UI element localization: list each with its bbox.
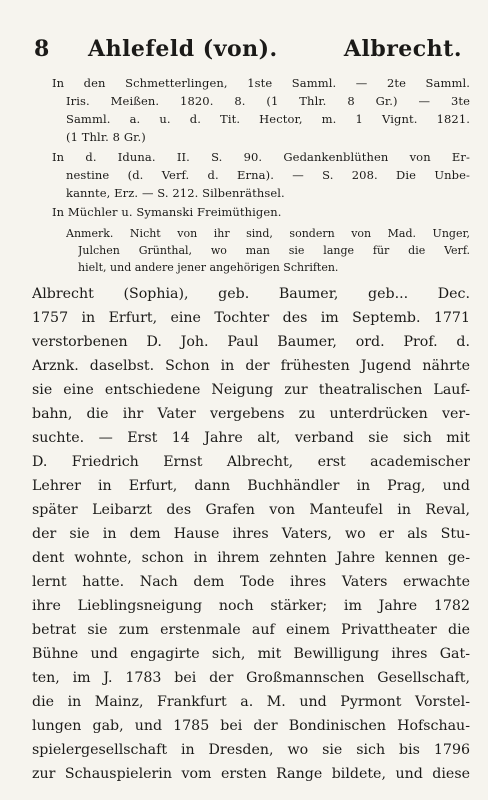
entry-line: betrat sie zum erstenmale auf einem Privattheater die <box>32 622 470 638</box>
works-line: (1 Thlr. 8 Gr.) <box>66 130 146 144</box>
running-head-title: Ahlefeld (von). <box>88 36 278 62</box>
entry-line: verstorbenen D. Joh. Paul Baumer, ord. Prof. d. <box>32 334 470 350</box>
entry-line: Bühne und engagirte sich, mit Bewilligung ihres Gat- <box>32 646 470 662</box>
entry-line: zur Schauspielerin vom ersten Range bildete, und diese <box>32 766 470 782</box>
entry-line: spielergesellschaft in Dresden, wo sie sich bis 1796 <box>32 742 470 758</box>
works-line: In den Schmetterlingen, 1ste Samml. — 2te Samml. <box>52 76 470 90</box>
works-line: In Müchler u. Symanski Freimüthigen. <box>52 205 282 219</box>
entry-line: ten, im J. 1783 bei der Großmannschen Gesellschaft, <box>32 670 470 686</box>
entry-line: dent wohnte, schon in ihrem zehnten Jahre kennen ge- <box>32 550 470 566</box>
works-line: Iris. Meißen. 1820. 8. (1 Thlr. 8 Gr.) — 3te <box>66 94 470 108</box>
running-head-entry-name: Albrecht. <box>343 36 462 62</box>
entry-line: suchte. — Erst 14 Jahre alt, verband sie sich mit <box>32 430 470 446</box>
works-line: kannte, Erz. — S. 212. Silbenräthsel. <box>66 186 285 200</box>
running-head <box>30 36 470 70</box>
entry-line: später Leibarzt des Grafen von Manteufel in Reval, <box>32 502 470 518</box>
entry-line: der sie in dem Hause ihres Vaters, wo er als Stu- <box>32 526 470 542</box>
entry-line: 1757 in Erfurt, eine Tochter des im Septemb. 1771 <box>32 310 470 326</box>
entry-line: bahn, die ihr Vater vergebens zu unterdrücken ver- <box>32 406 470 422</box>
works-line: Samml. a. u. d. Tit. Hector, m. 1 Vignt. 1821. <box>66 112 470 126</box>
entry-line: sie eine entschiedene Neigung zur theatralischen Lauf- <box>32 382 470 398</box>
entry-line: lungen gab, und 1785 bei der Bondinischen Hofschau- <box>32 718 470 734</box>
entry-line: D. Friedrich Ernst Albrecht, erst academischer <box>32 454 470 470</box>
works-line: In d. Iduna. II. S. 90. Gedankenblüthen von Er- <box>52 150 470 164</box>
note-line: Anmerk. Nicht von ihr sind, sondern von Mad. Unger, <box>66 227 470 240</box>
entry-line: lernt hatte. Nach dem Tode ihres Vaters erwachte <box>32 574 470 590</box>
entry-line: die in Mainz, Frankfurt a. M. und Pyrmont Vorstel- <box>32 694 470 710</box>
note-line: Julchen Grünthal, wo man sie lange für die Verf. <box>78 244 470 257</box>
entry-line: ihre Lieblingsneigung noch stärker; im Jahre 1782 <box>32 598 470 614</box>
note-line: hielt, und andere jener angehörigen Schriften. <box>78 261 339 274</box>
page-number: 8 <box>34 36 50 62</box>
entry-line: Lehrer in Erfurt, dann Buchhändler in Prag, und <box>32 478 470 494</box>
entry-line: Albrecht (Sophia), geb. Baumer, geb... Dec. <box>32 286 470 302</box>
works-line: nestine (d. Verf. d. Erna). — S. 208. Die Unbe- <box>66 168 470 182</box>
entry-line: Arznk. daselbst. Schon in der frühesten Jugend nährte <box>32 358 470 374</box>
